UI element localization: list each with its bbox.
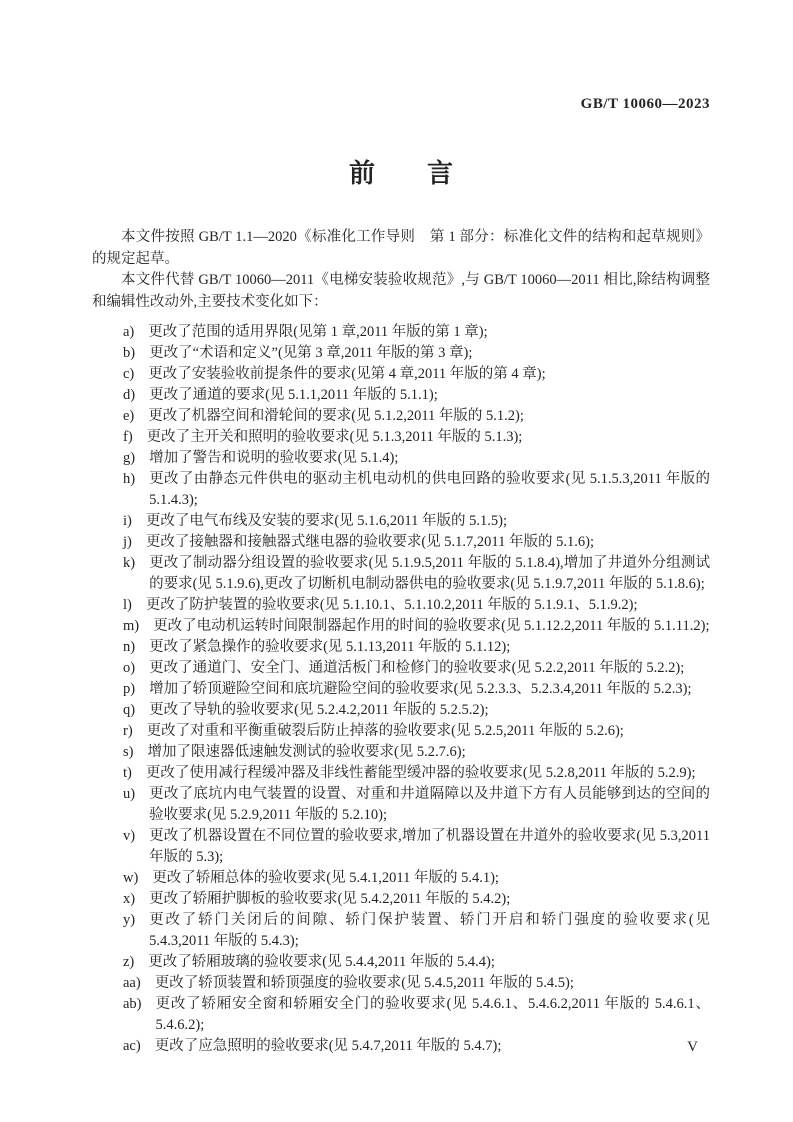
change-item-label: a) <box>123 324 135 340</box>
page-content <box>92 158 710 1057</box>
intro-paragraphs <box>92 227 710 313</box>
change-item-label: o) <box>123 660 136 676</box>
change-item-text: 更改了制动器分组设置的验收要求(见 5.1.9.5,2011 年版的 5.1.8.4),增加了井道外分组测试的要求(见 5.1.9.6),更改了切断机电制动器供电的验收要求(见 5.1.9.7,2011 年版的 5.1.8.6); <box>149 555 710 592</box>
change-item <box>92 721 710 742</box>
change-item-label: c) <box>123 366 135 382</box>
change-item-text: 更改了使用减行程缓冲器及非线性蓄能型缓冲器的验收要求(见 5.2.8,2011 年版的 5.2.9); <box>145 765 696 781</box>
change-item-label: e) <box>123 408 135 424</box>
change-item-label: x) <box>123 891 136 907</box>
changes-list <box>92 322 710 1057</box>
change-item-label: j) <box>123 534 132 550</box>
change-item-text: 更改了轿门关闭后的间隙、轿门保护装置、轿门开启和轿门强度的验收要求(见 5.4.3,2011 年版的 5.4.3); <box>149 912 710 949</box>
change-item <box>92 679 710 700</box>
change-item-label: u) <box>123 786 136 802</box>
change-item <box>92 994 710 1036</box>
change-item <box>92 616 710 637</box>
change-item-label: h) <box>123 471 136 487</box>
standard-number: GB/T 10060—2023 <box>580 96 710 112</box>
change-item-text: 更改了“术语和定义”(见第 3 章,2011 年版的第 3 章); <box>149 345 473 361</box>
change-item-label: t) <box>123 765 132 781</box>
change-item-label: aa) <box>123 975 141 991</box>
change-item-text: 更改了对重和平衡重破裂后防止掉落的验收要求(见 5.2.5,2011 年版的 5.2.6); <box>146 723 624 739</box>
change-item-label: p) <box>123 681 136 697</box>
change-item <box>92 385 710 406</box>
change-item <box>92 469 710 511</box>
change-item <box>92 868 710 889</box>
change-item-label: b) <box>123 345 136 361</box>
change-item-text: 增加了限速器低速触发测试的验收要求(见 5.2.7.6); <box>147 744 466 760</box>
change-item-text: 更改了应急照明的验收要求(见 5.4.7,2011 年版的 5.4.7); <box>154 1038 502 1054</box>
change-item <box>92 742 710 763</box>
change-item <box>92 511 710 532</box>
change-item-text: 更改了轿顶装置和轿顶强度的验收要求(见 5.4.5,2011 年版的 5.4.5); <box>154 975 574 991</box>
change-item <box>92 700 710 721</box>
change-item-label: z) <box>123 954 135 970</box>
change-item-text: 增加了轿顶避险空间和底坑避险空间的验收要求(见 5.2.3.3、5.2.3.4,2011 年版的 5.2.3); <box>149 681 692 697</box>
change-item <box>92 1036 710 1057</box>
change-item <box>92 322 710 343</box>
change-item <box>92 784 710 826</box>
change-item <box>92 910 710 952</box>
change-item-label: n) <box>123 639 136 655</box>
intro-paragraph-2: 本文件代替 GB/T 10060—2011《电梯安装验收规范》,与 GB/T 10060—2011 相比,除结构调整和编辑性改动外,主要技术变化如下： <box>92 272 710 310</box>
change-item-text: 增加了警告和说明的验收要求(见 5.1.4); <box>149 450 399 466</box>
change-item-text: 更改了轿厢总体的验收要求(见 5.4.1,2011 年版的 5.4.1); <box>152 870 499 886</box>
change-item <box>92 406 710 427</box>
change-item-text: 更改了机器空间和滑轮间的要求(见 5.1.2,2011 年版的 5.1.2); <box>148 408 524 424</box>
change-item-text: 更改了范围的适用界限(见第 1 章,2011 年版的第 1 章); <box>148 324 488 340</box>
change-item-text: 更改了紧急操作的验收要求(见 5.1.13,2011 年版的 5.1.12); <box>149 639 511 655</box>
change-item <box>92 637 710 658</box>
change-item <box>92 343 710 364</box>
change-item-text: 更改了电气布线及安装的要求(见 5.1.6,2011 年版的 5.1.5); <box>145 513 508 529</box>
change-item-text: 更改了安装验收前提条件的要求(见第 4 章,2011 年版的第 4 章); <box>148 366 546 382</box>
change-item-label: q) <box>123 702 136 718</box>
foreword-title: 前 言 <box>348 159 453 188</box>
change-item <box>92 553 710 595</box>
change-item-text: 更改了由静态元件供电的驱动主机电动机的供电回路的验收要求(见 5.1.5.3,2011 年版的 5.1.4.3); <box>149 471 710 508</box>
change-item-label: d) <box>123 387 136 403</box>
change-item <box>92 952 710 973</box>
change-item-text: 更改了导轨的验收要求(见 5.2.4.2,2011 年版的 5.2.5.2); <box>149 702 489 718</box>
change-item <box>92 595 710 616</box>
change-item-label: w) <box>123 870 139 886</box>
change-item-text: 更改了防护装置的验收要求(见 5.1.10.1、5.1.10.2,2011 年版的 5.1.9.1、5.1.9.2); <box>145 597 638 613</box>
change-item-text: 更改了主开关和照明的验收要求(见 5.1.3,2011 年版的 5.1.3); <box>146 429 523 445</box>
change-item-label: i) <box>123 513 132 529</box>
change-item-label: r) <box>123 723 133 739</box>
change-item <box>92 889 710 910</box>
change-item-text: 更改了轿厢玻璃的验收要求(见 5.4.4,2011 年版的 5.4.4); <box>148 954 495 970</box>
change-item-label: f) <box>123 429 133 445</box>
intro-paragraph-1: 本文件按照 GB/T 1.1—2020《标准化工作导则 第 1 部分：标准化文件的结构和起草规则》的规定起草。 <box>92 229 710 267</box>
change-item-text: 更改了轿厢护脚板的验收要求(见 5.4.2,2011 年版的 5.4.2); <box>149 891 511 907</box>
change-item <box>92 826 710 868</box>
change-item <box>92 427 710 448</box>
change-item-text: 更改了轿厢安全窗和轿厢安全门的验收要求(见 5.4.6.1、5.4.6.2,2011 年版的 5.4.6.1、5.4.6.2); <box>155 996 710 1033</box>
change-item-label: y) <box>123 912 136 928</box>
change-item-label: g) <box>123 450 136 466</box>
change-item-text: 更改了通道的要求(见 5.1.1,2011 年版的 5.1.1); <box>149 387 438 403</box>
change-item-label: ab) <box>123 996 142 1012</box>
change-item-label: ac) <box>123 1038 141 1054</box>
change-item <box>92 763 710 784</box>
change-item-text: 更改了电动机运转时间限制器起作用的时间的验收要求(见 5.1.12.2,2011 年版的 5.1.11.2); <box>153 618 710 634</box>
change-item-label: v) <box>123 828 136 844</box>
change-item <box>92 658 710 679</box>
change-item <box>92 448 710 469</box>
change-item <box>92 532 710 553</box>
change-item-text: 更改了接触器和接触器式继电器的验收要求(见 5.1.7,2011 年版的 5.1.6); <box>145 534 595 550</box>
page-number: V <box>687 1039 698 1055</box>
change-item-text: 更改了通道门、安全门、通道活板门和检修门的验收要求(见 5.2.2,2011 年版的 5.2.2); <box>149 660 685 676</box>
change-item-label: k) <box>123 555 136 571</box>
change-item <box>92 364 710 385</box>
change-item-text: 更改了机器设置在不同位置的验收要求,增加了机器设置在井道外的验收要求(见 5.3,2011 年版的 5.3); <box>149 828 710 865</box>
change-item-label: l) <box>123 597 132 613</box>
change-item <box>92 973 710 994</box>
change-item-label: m) <box>123 618 140 634</box>
change-item-label: s) <box>123 744 134 760</box>
change-item-text: 更改了底坑内电气装置的设置、对重和井道隔障以及井道下方有人员能够到达的空间的验收要求(见 5.2.9,2011 年版的 5.2.10); <box>149 786 710 823</box>
